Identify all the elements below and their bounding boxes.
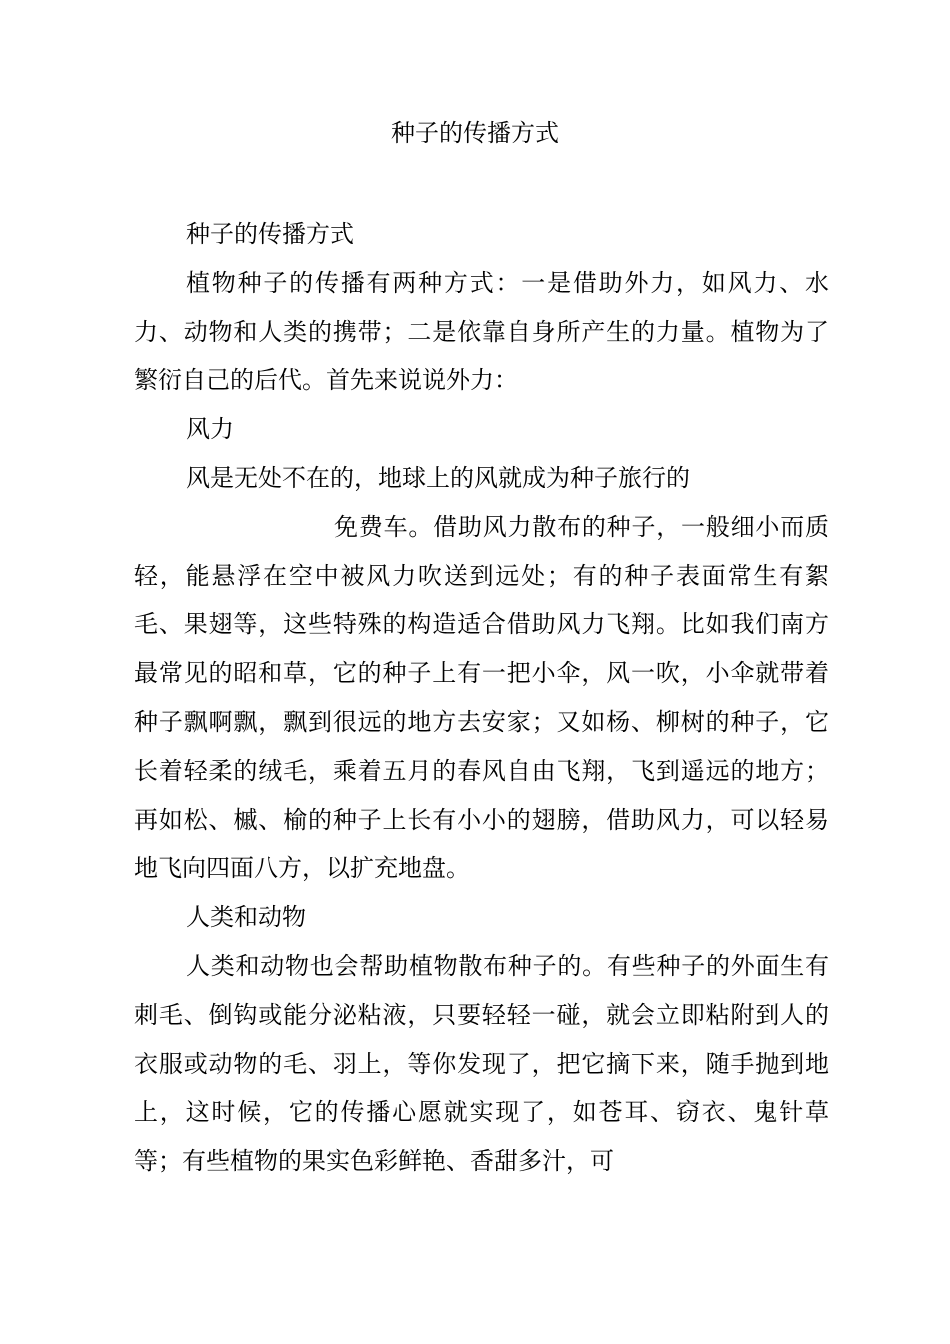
humans-animals-paragraph: 人类和动物也会帮助植物散布种子的。有些种子的外面生有刺毛、倒钩或能分泌粘液，只要轻轻一碰，就会立即粘附到人的衣服或动物的毛、羽上，等你发现了，把它摘下来，随手抛到地上，这时候，它的传播心愿就实现了，如苍耳、窃衣、鬼针草等；有些植物的果实色彩鲜艳、香甜多汁，可 bbox=[134, 951, 829, 1176]
intro-paragraph: 植物种子的传播有两种方式：一是借助外力，如风力、水力、动物和人类的携带；二是依靠自身所产生的力量。植物为了繁衍自己的后代。首先来说说外力： bbox=[134, 268, 829, 395]
wind-paragraph-continued: 免费车。借助风力散布的种子，一般细小而质轻，能悬浮在空中被风力吹送到远处；有的种子表面常生有絮毛、果翅等，这些特殊的构造适合借助风力飞翔。比如我们南方最常见的昭和草，它的种子上有一把小伞，风一吹，小伞就带着种子飘啊飘，飘到很远的地方去安家；又如杨、柳树的种子，它长着轻柔的绒毛，乘着五月的春风自由飞翔，飞到遥远的地方；再如松、槭、榆的种子上长有小小的翅膀，借助风力，可以轻易地飞向四面八方，以扩充地盘。 bbox=[134, 512, 829, 883]
wind-paragraph-start: 风是无处不在的，地球上的风就成为种子旅行的 bbox=[186, 463, 690, 492]
humans-animals-heading: 人类和动物 bbox=[186, 903, 306, 932]
document-title: 种子的传播方式 bbox=[391, 119, 559, 147]
document-body bbox=[134, 210, 829, 1186]
wind-heading: 风力 bbox=[186, 415, 234, 444]
section-heading: 种子的传播方式 bbox=[186, 220, 354, 248]
